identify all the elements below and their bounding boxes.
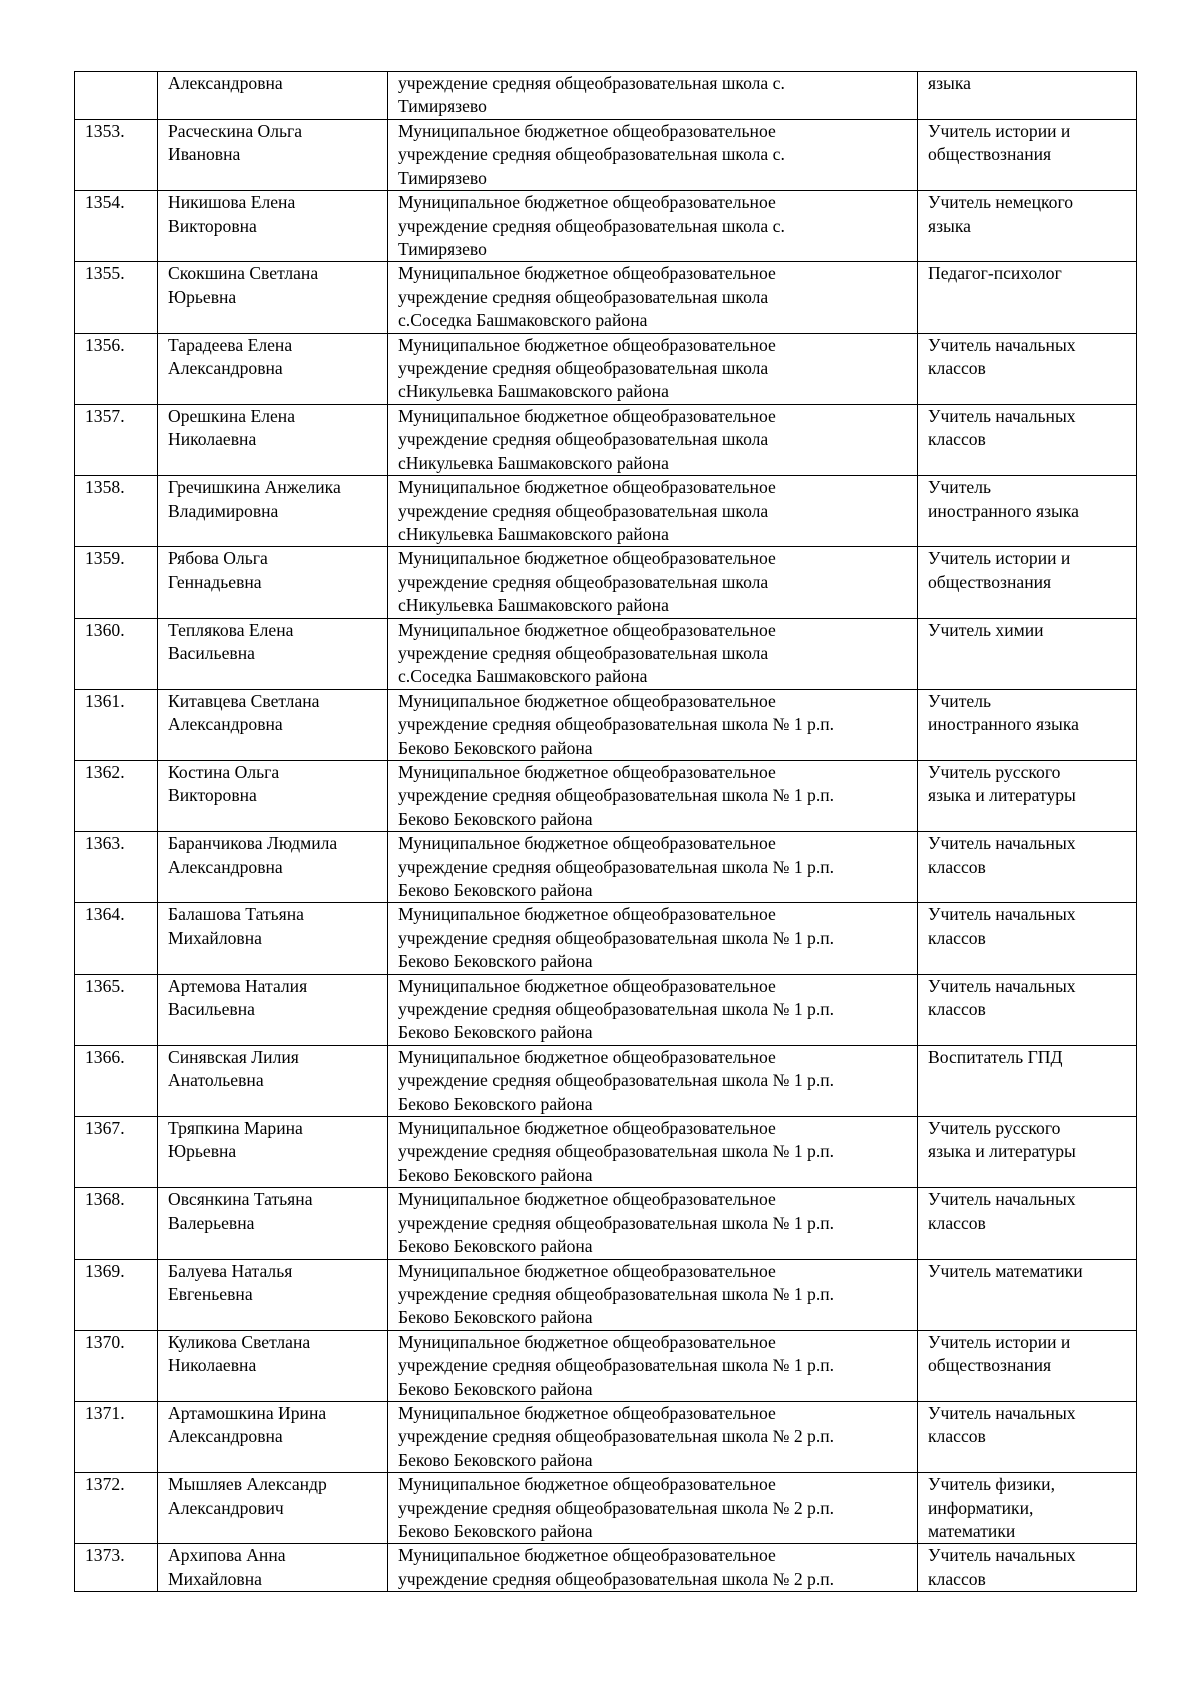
teacher-position: языка	[918, 72, 1137, 120]
row-number: 1367.	[75, 1117, 158, 1188]
school-name: Муниципальное бюджетное общеобразовательное учреждение средняя общеобразовательная школа сНикульевка Башмаковского района	[388, 476, 918, 547]
teacher-name: Гречишкина Анжелика Владимировна	[158, 476, 388, 547]
row-number: 1371.	[75, 1401, 158, 1472]
table-row	[75, 72, 1137, 120]
school-name: Муниципальное бюджетное общеобразовательное учреждение средняя общеобразовательная школа № 1 р.п. Беково Бековского района	[388, 760, 918, 831]
table-row	[75, 1473, 1137, 1544]
teacher-name: Овсянкина Татьяна Валерьевна	[158, 1188, 388, 1259]
teacher-position: Учитель истории и обществознания	[918, 120, 1137, 191]
row-number: 1353.	[75, 120, 158, 191]
row-number: 1359.	[75, 547, 158, 618]
school-name: Муниципальное бюджетное общеобразовательное учреждение средняя общеобразовательная школа № 1 р.п. Беково Бековского района	[388, 1188, 918, 1259]
teacher-name: Синявская Лилия Анатольевна	[158, 1045, 388, 1116]
teacher-position: Учитель немецкого языка	[918, 191, 1137, 262]
table-row	[75, 404, 1137, 475]
teacher-name: Расческина Ольга Ивановна	[158, 120, 388, 191]
teacher-position: Учитель начальных классов	[918, 1401, 1137, 1472]
row-number: 1356.	[75, 333, 158, 404]
teacher-name: Артемова Наталия Васильевна	[158, 974, 388, 1045]
teacher-position: Педагог-психолог	[918, 262, 1137, 333]
row-number: 1360.	[75, 618, 158, 689]
school-name: Муниципальное бюджетное общеобразовательное учреждение средняя общеобразовательная школа с. Тимирязево	[388, 191, 918, 262]
row-number: 1362.	[75, 760, 158, 831]
school-name: Муниципальное бюджетное общеобразовательное учреждение средняя общеобразовательная школа с.Соседка Башмаковского района	[388, 262, 918, 333]
teacher-name: Китавцева Светлана Александровна	[158, 689, 388, 760]
table-row	[75, 547, 1137, 618]
table-row	[75, 191, 1137, 262]
school-name: Муниципальное бюджетное общеобразовательное учреждение средняя общеобразовательная школа № 1 р.п. Беково Бековского района	[388, 1330, 918, 1401]
school-name: Муниципальное бюджетное общеобразовательное учреждение средняя общеобразовательная школа № 2 р.п. Беково Бековского района	[388, 1473, 918, 1544]
row-number: 1357.	[75, 404, 158, 475]
table-row	[75, 120, 1137, 191]
row-number	[75, 72, 158, 120]
teacher-name: Архипова Анна Михайловна	[158, 1544, 388, 1592]
table-row	[75, 903, 1137, 974]
school-name: Муниципальное бюджетное общеобразовательное учреждение средняя общеобразовательная школа с.Соседка Башмаковского района	[388, 618, 918, 689]
table-row	[75, 1401, 1137, 1472]
school-name: Муниципальное бюджетное общеобразовательное учреждение средняя общеобразовательная школа № 1 р.п. Беково Бековского района	[388, 903, 918, 974]
teacher-position: Учитель начальных классов	[918, 903, 1137, 974]
teacher-name: Костина Ольга Викторовна	[158, 760, 388, 831]
row-number: 1369.	[75, 1259, 158, 1330]
table-row	[75, 333, 1137, 404]
school-name: Муниципальное бюджетное общеобразовательное учреждение средняя общеобразовательная школа № 1 р.п. Беково Бековского района	[388, 974, 918, 1045]
teacher-position: Учитель иностранного языка	[918, 689, 1137, 760]
row-number: 1368.	[75, 1188, 158, 1259]
teacher-name: Куликова Светлана Николаевна	[158, 1330, 388, 1401]
table-row	[75, 760, 1137, 831]
teachers-table	[74, 71, 1137, 1592]
table-row	[75, 1045, 1137, 1116]
table-row	[75, 1117, 1137, 1188]
row-number: 1370.	[75, 1330, 158, 1401]
row-number: 1365.	[75, 974, 158, 1045]
school-name: Муниципальное бюджетное общеобразовательное учреждение средняя общеобразовательная школа сНикульевка Башмаковского района	[388, 404, 918, 475]
teacher-position: Учитель математики	[918, 1259, 1137, 1330]
table-row	[75, 262, 1137, 333]
school-name: Муниципальное бюджетное общеобразовательное учреждение средняя общеобразовательная школа № 1 р.п. Беково Бековского района	[388, 1045, 918, 1116]
teacher-name: Тарадеева Елена Александровна	[158, 333, 388, 404]
table-row	[75, 1259, 1137, 1330]
table-row	[75, 974, 1137, 1045]
teacher-name: Тряпкина Марина Юрьевна	[158, 1117, 388, 1188]
school-name: Муниципальное бюджетное общеобразовательное учреждение средняя общеобразовательная школа № 2 р.п. Беково Бековского района	[388, 1401, 918, 1472]
row-number: 1354.	[75, 191, 158, 262]
teacher-position: Учитель начальных классов	[918, 404, 1137, 475]
teacher-position: Учитель истории и обществознания	[918, 547, 1137, 618]
row-number: 1366.	[75, 1045, 158, 1116]
school-name: Муниципальное бюджетное общеобразовательное учреждение средняя общеобразовательная школа № 1 р.п. Беково Бековского района	[388, 832, 918, 903]
teacher-position: Учитель русского языка и литературы	[918, 1117, 1137, 1188]
school-name: Муниципальное бюджетное общеобразовательное учреждение средняя общеобразовательная школа сНикульевка Башмаковского района	[388, 547, 918, 618]
teacher-name: Скокшина Светлана Юрьевна	[158, 262, 388, 333]
teacher-name: Теплякова Елена Васильевна	[158, 618, 388, 689]
table-row	[75, 1188, 1137, 1259]
school-name: Муниципальное бюджетное общеобразовательное учреждение средняя общеобразовательная школа с. Тимирязево	[388, 120, 918, 191]
teacher-position: Учитель начальных классов	[918, 333, 1137, 404]
teacher-position: Учитель истории и обществознания	[918, 1330, 1137, 1401]
table-row	[75, 618, 1137, 689]
row-number: 1372.	[75, 1473, 158, 1544]
school-name: Муниципальное бюджетное общеобразовательное учреждение средняя общеобразовательная школа сНикульевка Башмаковского района	[388, 333, 918, 404]
school-name: Муниципальное бюджетное общеобразовательное учреждение средняя общеобразовательная школа № 1 р.п. Беково Бековского района	[388, 689, 918, 760]
row-number: 1363.	[75, 832, 158, 903]
teacher-position: Учитель начальных классов	[918, 1188, 1137, 1259]
row-number: 1364.	[75, 903, 158, 974]
table-row	[75, 1330, 1137, 1401]
row-number: 1355.	[75, 262, 158, 333]
table-row	[75, 832, 1137, 903]
school-name: Муниципальное бюджетное общеобразовательное учреждение средняя общеобразовательная школа № 2 р.п.	[388, 1544, 918, 1592]
teacher-position: Учитель начальных классов	[918, 832, 1137, 903]
teacher-name: Артамошкина Ирина Александровна	[158, 1401, 388, 1472]
table-row	[75, 476, 1137, 547]
table-row	[75, 1544, 1137, 1592]
teacher-position: Учитель иностранного языка	[918, 476, 1137, 547]
teacher-position: Воспитатель ГПД	[918, 1045, 1137, 1116]
teacher-position: Учитель начальных классов	[918, 1544, 1137, 1592]
teacher-name: Баранчикова Людмила Александровна	[158, 832, 388, 903]
teacher-position: Учитель начальных классов	[918, 974, 1137, 1045]
teacher-position: Учитель физики, информатики, математики	[918, 1473, 1137, 1544]
teacher-position: Учитель русского языка и литературы	[918, 760, 1137, 831]
teacher-position: Учитель химии	[918, 618, 1137, 689]
row-number: 1373.	[75, 1544, 158, 1592]
teacher-name: Рябова Ольга Геннадьевна	[158, 547, 388, 618]
row-number: 1361.	[75, 689, 158, 760]
teacher-name: Александровна	[158, 72, 388, 120]
teacher-name: Балуева Наталья Евгеньевна	[158, 1259, 388, 1330]
teacher-name: Мышляев Александр Александрович	[158, 1473, 388, 1544]
school-name: Муниципальное бюджетное общеобразовательное учреждение средняя общеобразовательная школа № 1 р.п. Беково Бековского района	[388, 1259, 918, 1330]
teacher-name: Орешкина Елена Николаевна	[158, 404, 388, 475]
teacher-name: Балашова Татьяна Михайловна	[158, 903, 388, 974]
row-number: 1358.	[75, 476, 158, 547]
teacher-name: Никишова Елена Викторовна	[158, 191, 388, 262]
school-name: учреждение средняя общеобразовательная школа с. Тимирязево	[388, 72, 918, 120]
school-name: Муниципальное бюджетное общеобразовательное учреждение средняя общеобразовательная школа № 1 р.п. Беково Бековского района	[388, 1117, 918, 1188]
table-row	[75, 689, 1137, 760]
